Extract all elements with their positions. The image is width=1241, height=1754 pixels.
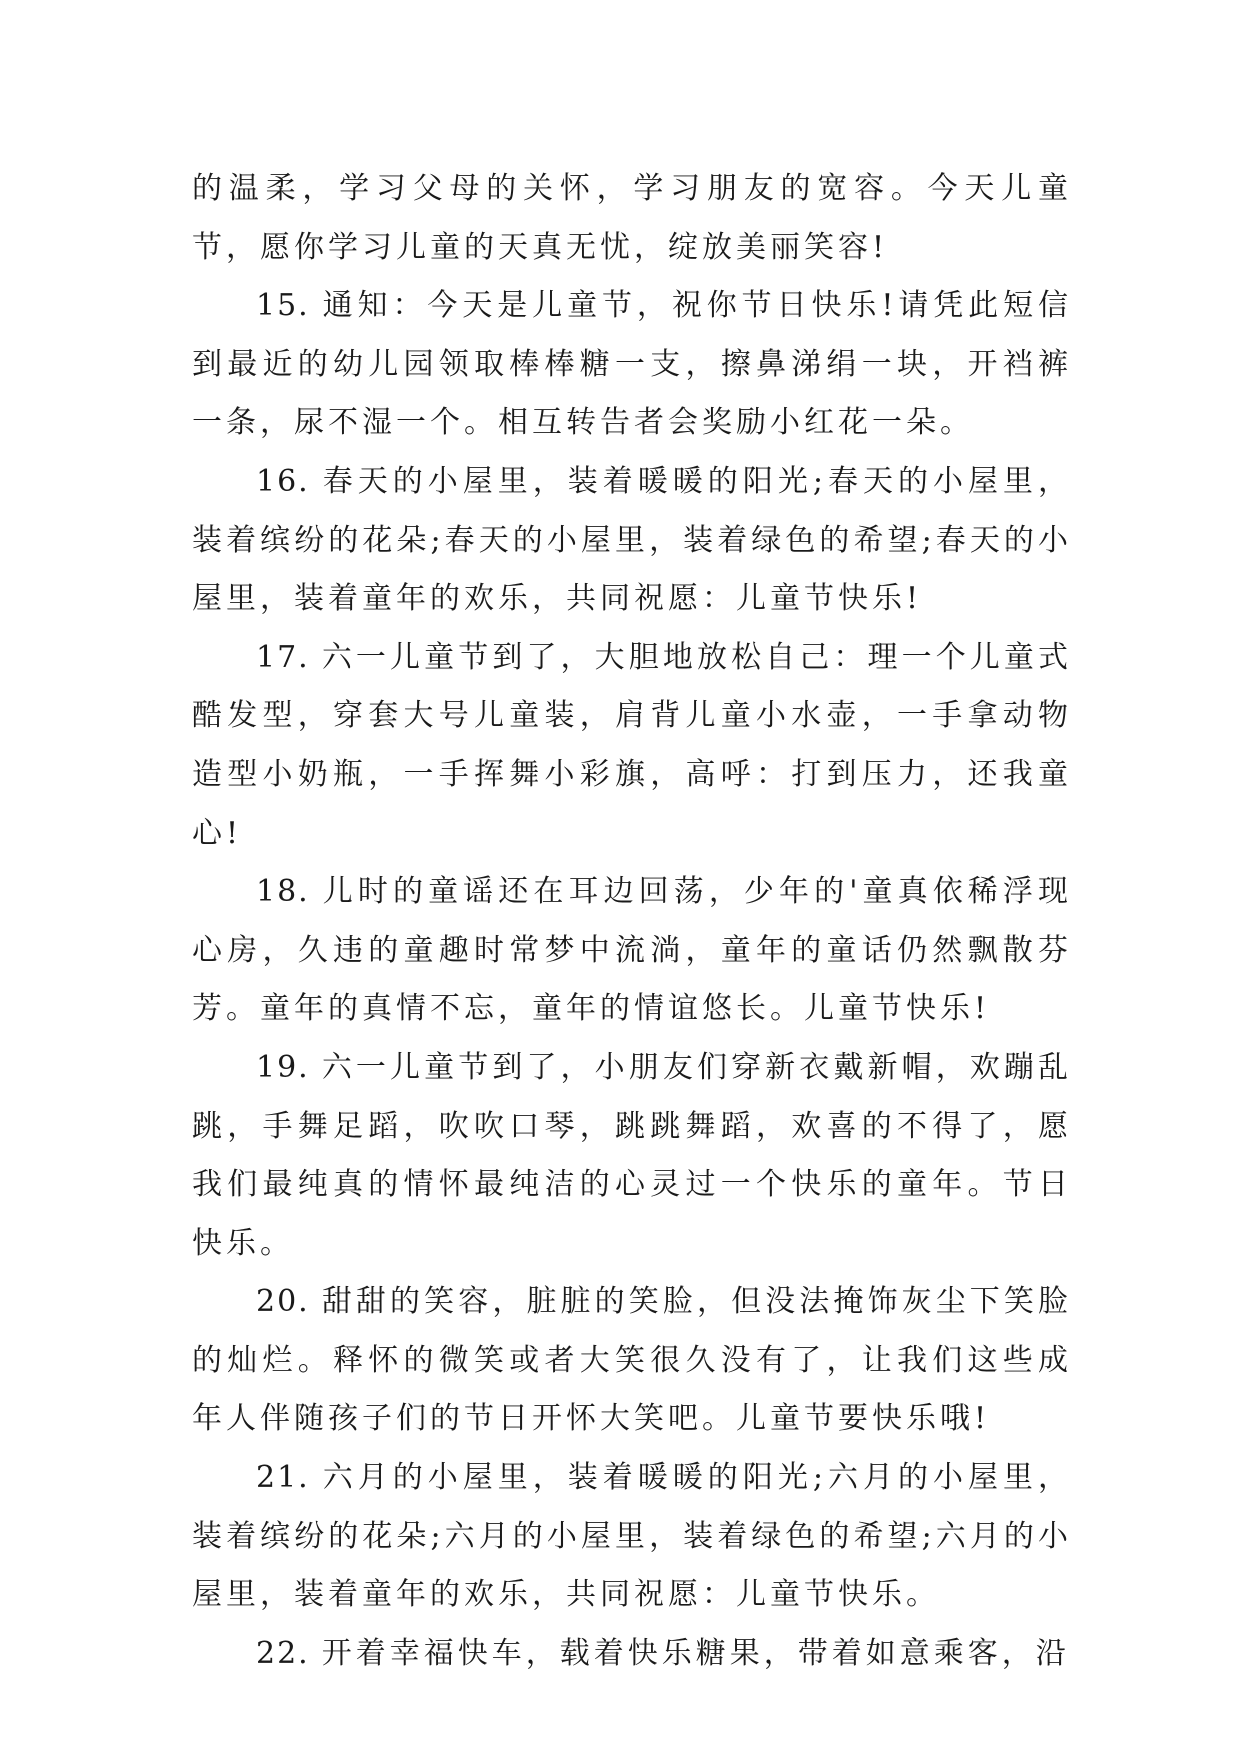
paragraph-19 bbox=[192, 1039, 1072, 1273]
paragraph-text: 春天的小屋里，装着暖暖的阳光;春天的小屋里，装着缤纷的花朵;春天的小屋里，装着绿色的希望;春天的小屋里，装着童年的欢乐，共同祝愿：儿童节快乐! bbox=[192, 463, 1072, 617]
paragraph-17 bbox=[192, 629, 1072, 863]
paragraph-18 bbox=[192, 863, 1072, 1039]
paragraph-text: 的温柔，学习父母的关怀，学习朋友的宽容。今天儿童节，愿你学习儿童的天真无忧，绽放美丽笑容! bbox=[192, 171, 1072, 265]
paragraph-number: 19. bbox=[256, 1049, 310, 1085]
paragraph-number: 20. bbox=[256, 1284, 310, 1320]
paragraph-14-continued bbox=[192, 160, 1072, 277]
paragraph-text: 通知：今天是儿童节，祝你节日快乐!请凭此短信到最近的幼儿园领取棒棒糖一支，擦鼻涕绢一块，开裆裤一条，尿不湿一个。相互转告者会奖励小红花一朵。 bbox=[192, 288, 1072, 441]
document-body bbox=[192, 160, 1072, 1683]
paragraph-15 bbox=[192, 277, 1072, 453]
paragraph-number: 17. bbox=[256, 639, 310, 675]
paragraph-21 bbox=[192, 1449, 1072, 1625]
paragraph-text: 开着幸福快车，载着快乐糖果，带着如意乘客，沿 bbox=[321, 1635, 1070, 1671]
paragraph-number: 18. bbox=[256, 874, 310, 910]
paragraph-text: 甜甜的笑容，脏脏的笑脸，但没法掩饰灰尘下笑脸的灿烂。释怀的微笑或者大笑很久没有了，让我们这些成年人伴随孩子们的节日开怀大笑吧。儿童节要快乐哦! bbox=[192, 1284, 1072, 1437]
paragraph-16 bbox=[192, 453, 1072, 629]
paragraph-number: 15. bbox=[256, 288, 310, 324]
paragraph-number: 22. bbox=[256, 1635, 310, 1671]
paragraph-20 bbox=[192, 1273, 1072, 1449]
paragraph-22 bbox=[192, 1625, 1072, 1684]
paragraph-text: 六一儿童节到了，大胆地放松自己：理一个儿童式酷发型，穿套大号儿童装，肩背儿童小水壶，一手拿动物造型小奶瓶，一手挥舞小彩旗，高呼：打到压力，还我童心! bbox=[192, 639, 1072, 851]
paragraph-text: 六一儿童节到了，小朋友们穿新衣戴新帽，欢蹦乱跳，手舞足蹈，吹吹口琴，跳跳舞蹈，欢喜的不得了，愿我们最纯真的情怀最纯洁的心灵过一个快乐的童年。节日快乐。 bbox=[192, 1049, 1072, 1261]
paragraph-number: 16. bbox=[256, 463, 310, 499]
paragraph-number: 21. bbox=[256, 1460, 310, 1496]
paragraph-text: 六月的小屋里，装着暖暖的阳光;六月的小屋里，装着缤纷的花朵;六月的小屋里，装着绿色的希望;六月的小屋里，装着童年的欢乐，共同祝愿：儿童节快乐。 bbox=[192, 1460, 1072, 1613]
paragraph-text: 儿时的童谣还在耳边回荡，少年的'童真依稀浮现心房，久违的童趣时常梦中流淌，童年的童话仍然飘散芬芳。童年的真情不忘，童年的情谊悠长。儿童节快乐! bbox=[192, 874, 1072, 1027]
